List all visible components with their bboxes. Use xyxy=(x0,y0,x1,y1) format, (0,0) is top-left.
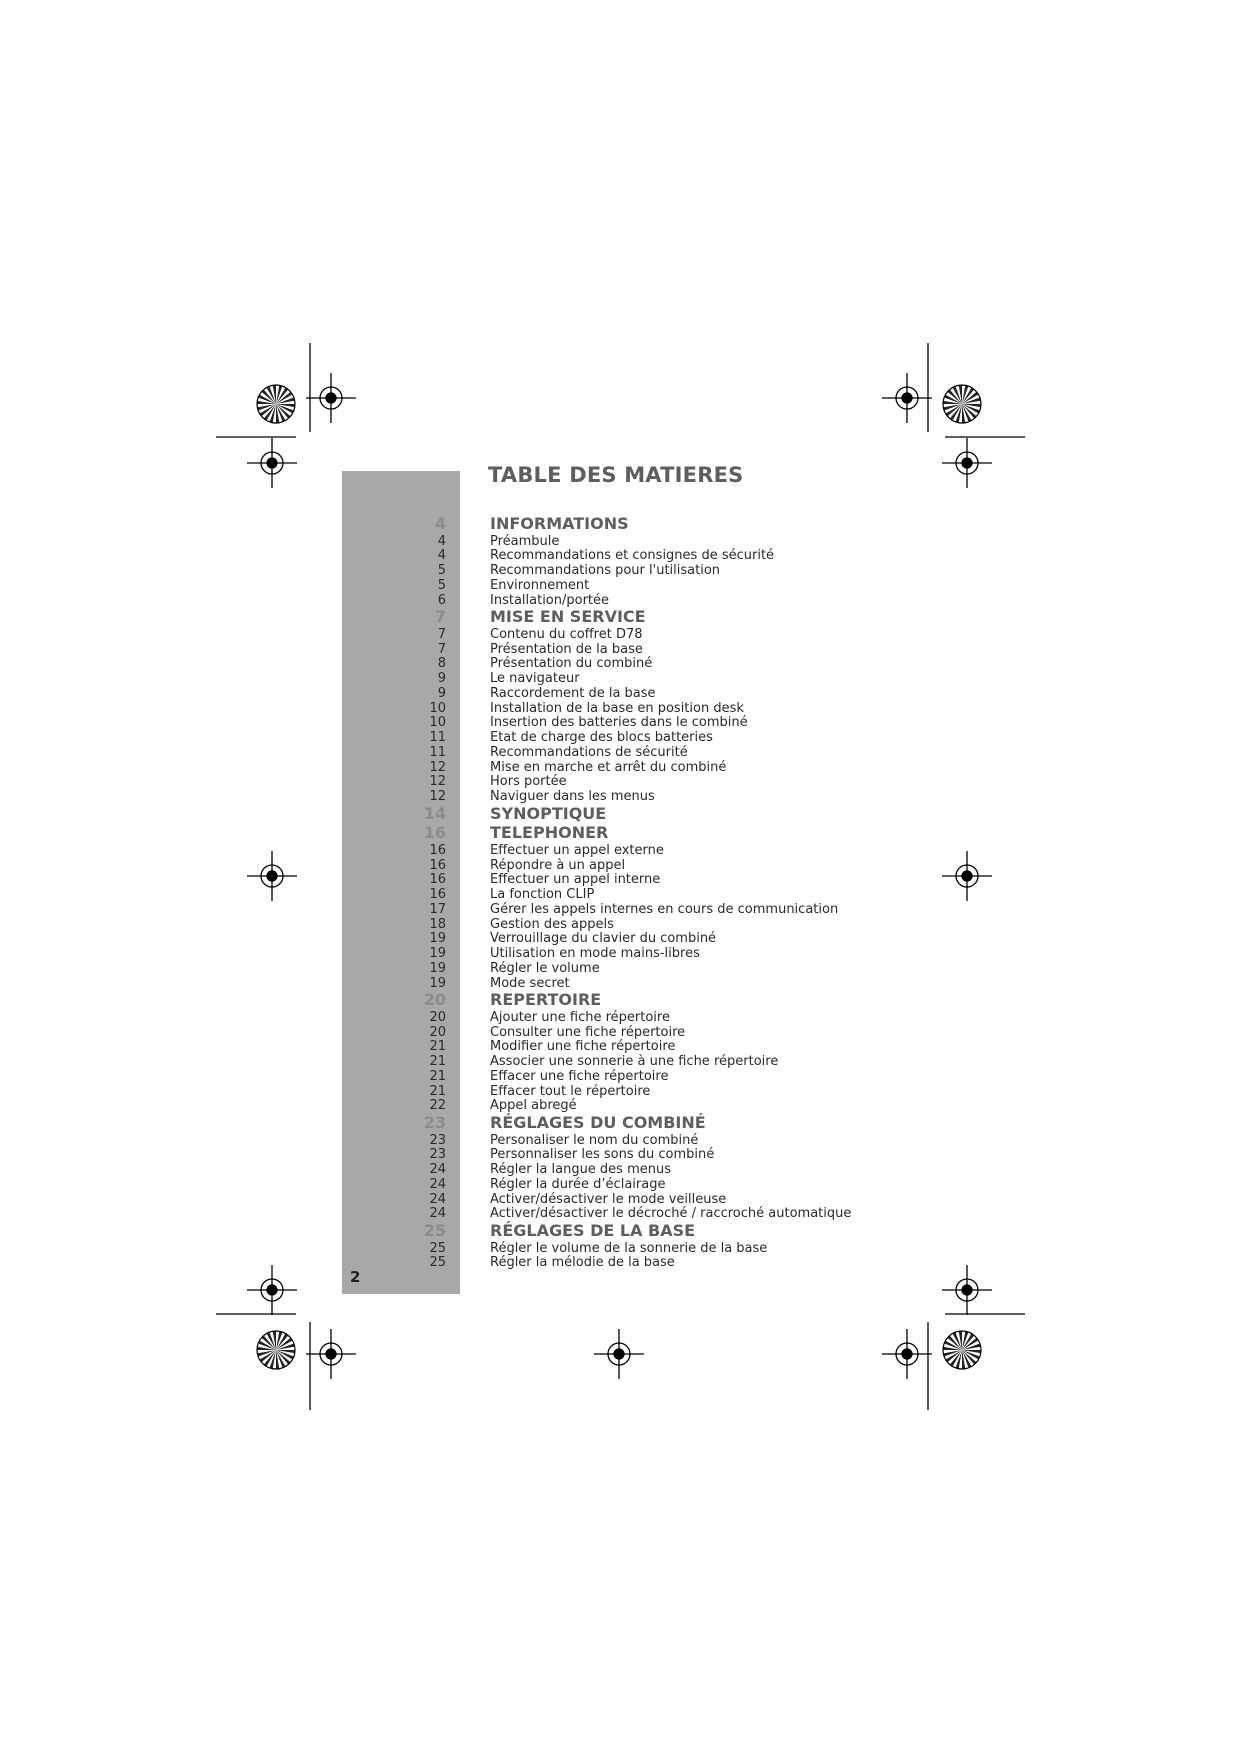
toc-entry xyxy=(0,931,1240,946)
toc-entry-title: Insertion des batteries dans le combiné xyxy=(490,715,748,731)
toc-entry xyxy=(0,1010,1240,1025)
toc-entry-title: Gestion des appels xyxy=(490,916,614,932)
toc-page-number: 19 xyxy=(429,975,446,991)
registration-target-icon xyxy=(882,373,932,423)
toc-entry xyxy=(0,1255,1240,1270)
table-of-contents xyxy=(0,514,1240,1270)
toc-entry xyxy=(0,1206,1240,1221)
toc-entry-title: Raccordement de la base xyxy=(490,685,656,701)
toc-page-number: 21 xyxy=(429,1083,446,1099)
toc-page-number: 10 xyxy=(429,700,446,716)
toc-page-number: 23 xyxy=(429,1132,446,1148)
toc-entry-title: Environnement xyxy=(490,577,590,593)
toc-entry xyxy=(0,1069,1240,1084)
toc-entry-title: Installation/portée xyxy=(490,592,610,608)
toc-section-title: REPERTOIRE xyxy=(490,990,602,1010)
toc-entry xyxy=(0,1177,1240,1192)
toc-page-number: 24 xyxy=(429,1191,446,1207)
toc-page-number: 16 xyxy=(429,887,446,902)
toc-page-number: 12 xyxy=(429,774,446,790)
toc-page-number: 11 xyxy=(429,744,446,760)
toc-page-number: 20 xyxy=(429,1024,446,1040)
toc-entry-title: Recommandations et consignes de sécurité xyxy=(490,548,775,564)
toc-entry-title: Régler la mélodie de la base xyxy=(490,1255,675,1271)
toc-entry xyxy=(0,946,1240,961)
toc-entry xyxy=(0,1192,1240,1207)
toc-entry xyxy=(0,701,1240,716)
toc-page-number: 23 xyxy=(429,1147,446,1163)
toc-page-number: 25 xyxy=(429,1240,446,1256)
toc-entry xyxy=(0,760,1240,775)
color-registration-star-icon xyxy=(943,385,981,423)
toc-entry-title: Préambule xyxy=(490,533,560,549)
toc-page-number: 14 xyxy=(423,803,446,823)
toc-page-number: 17 xyxy=(429,901,446,917)
toc-entry xyxy=(0,730,1240,745)
toc-entry-title: Consulter une fiche répertoire xyxy=(490,1024,686,1040)
toc-page-number: 23 xyxy=(423,1113,446,1132)
toc-entry xyxy=(0,1084,1240,1099)
toc-entry xyxy=(0,593,1240,608)
toc-entry-title: La fonction CLIP xyxy=(490,887,595,902)
toc-page-number: 16 xyxy=(423,823,446,843)
toc-entry-title: Présentation du combiné xyxy=(490,656,653,672)
toc-entry-title: Utilisation en mode mains-libres xyxy=(490,946,700,961)
toc-page-number: 21 xyxy=(429,1039,446,1055)
toc-page-number: 25 xyxy=(423,1221,446,1240)
toc-entry xyxy=(0,976,1240,991)
toc-page-number: 19 xyxy=(429,960,446,976)
toc-entry-title: Effectuer un appel interne xyxy=(490,872,661,888)
toc-section xyxy=(0,1221,1240,1241)
toc-section-title: RÉGLAGES DU COMBINÉ xyxy=(490,1113,706,1132)
toc-page-number: 20 xyxy=(429,1009,446,1025)
toc-entry xyxy=(0,642,1240,657)
toc-page-number: 4 xyxy=(434,514,446,533)
toc-entry-title: Effectuer un appel externe xyxy=(490,842,664,858)
toc-section-title: RÉGLAGES DE LA BASE xyxy=(490,1221,696,1240)
toc-entry-title: Activer/désactiver le décroché / raccroché automatique xyxy=(490,1206,852,1222)
toc-page-number: 18 xyxy=(429,916,446,932)
toc-page-number: 4 xyxy=(437,533,446,549)
color-registration-star-icon xyxy=(257,385,295,423)
toc-entry xyxy=(0,686,1240,701)
toc-entry xyxy=(0,671,1240,686)
toc-page-number: 5 xyxy=(437,577,446,593)
toc-section xyxy=(0,823,1240,843)
toc-entry xyxy=(0,774,1240,789)
toc-page-number: 7 xyxy=(437,641,446,657)
toc-entry-title: Personaliser le nom du combiné xyxy=(490,1132,699,1148)
toc-entry xyxy=(0,578,1240,593)
toc-entry xyxy=(0,858,1240,873)
toc-section xyxy=(0,804,1240,824)
toc-entry-title: Naviguer dans les menus xyxy=(490,789,655,804)
toc-section xyxy=(0,990,1240,1010)
toc-entry xyxy=(0,1147,1240,1162)
toc-entry-title: Régler le volume de la sonnerie de la base xyxy=(490,1240,768,1256)
toc-section xyxy=(0,514,1240,534)
registration-target-icon xyxy=(942,1265,992,1315)
toc-entry xyxy=(0,902,1240,917)
registration-target-icon xyxy=(247,1265,297,1315)
toc-entry-title: Etat de charge des blocs batteries xyxy=(490,730,713,745)
page-number: 2 xyxy=(350,1268,361,1286)
toc-entry-title: Hors portée xyxy=(490,774,567,790)
toc-section-title: SYNOPTIQUE xyxy=(490,803,607,823)
toc-entry-title: Présentation de la base xyxy=(490,641,643,657)
toc-section-title: INFORMATIONS xyxy=(490,514,629,533)
toc-entry xyxy=(0,789,1240,804)
toc-entry-title: Appel abregé xyxy=(490,1098,577,1114)
toc-page-number: 24 xyxy=(429,1206,446,1222)
toc-page-number: 19 xyxy=(429,946,446,961)
toc-section xyxy=(0,1113,1240,1133)
toc-page-number: 4 xyxy=(437,548,446,564)
toc-entry xyxy=(0,843,1240,858)
toc-page-number: 21 xyxy=(429,1054,446,1069)
toc-entry xyxy=(0,1098,1240,1113)
registration-target-icon xyxy=(306,1329,356,1379)
toc-entry-title: Activer/désactiver le mode veilleuse xyxy=(490,1191,727,1207)
toc-entry-title: Gérer les appels internes en cours de communication xyxy=(490,901,839,917)
registration-target-icon xyxy=(306,373,356,423)
toc-entry xyxy=(0,563,1240,578)
toc-entry-title: Contenu du coffret D78 xyxy=(490,626,643,642)
toc-entry-title: Recommandations de sécurité xyxy=(490,744,688,760)
toc-entry-title: Personnaliser les sons du combiné xyxy=(490,1147,715,1163)
toc-entry xyxy=(0,1162,1240,1177)
color-registration-star-icon xyxy=(943,1331,981,1369)
toc-page-number: 8 xyxy=(437,656,446,672)
registration-target-icon xyxy=(882,1329,932,1379)
toc-page-number: 16 xyxy=(429,857,446,873)
toc-entry-title: Recommandations pour l'utilisation xyxy=(490,563,721,578)
toc-entry-title: Mise en marche et arrêt du combiné xyxy=(490,759,727,775)
toc-page-number: 25 xyxy=(429,1255,446,1271)
registration-target-icon xyxy=(942,438,992,488)
toc-entry xyxy=(0,961,1240,976)
toc-entry xyxy=(0,887,1240,902)
toc-page-number: 7 xyxy=(434,607,446,627)
toc-entry xyxy=(0,1054,1240,1069)
toc-entry xyxy=(0,534,1240,549)
toc-entry-title: Installation de la base en position desk xyxy=(490,700,744,716)
toc-entry-title: Régler la durée d’éclairage xyxy=(490,1176,666,1192)
toc-section-title: MISE EN SERVICE xyxy=(490,607,646,627)
toc-entry-title: Ajouter une fiche répertoire xyxy=(490,1009,670,1025)
toc-entry-title: Régler la langue des menus xyxy=(490,1162,672,1177)
toc-entry xyxy=(0,715,1240,730)
toc-entry xyxy=(0,1025,1240,1040)
toc-entry-title: Répondre à un appel xyxy=(490,857,626,873)
toc-entry xyxy=(0,1133,1240,1148)
toc-page-number: 16 xyxy=(429,872,446,888)
toc-page-number: 11 xyxy=(429,730,446,745)
toc-entry xyxy=(0,1241,1240,1256)
toc-entry-title: Mode secret xyxy=(490,975,570,991)
toc-entry xyxy=(0,745,1240,760)
toc-page-number: 20 xyxy=(423,990,446,1010)
toc-page-number: 12 xyxy=(429,789,446,804)
toc-page-number: 21 xyxy=(429,1068,446,1084)
toc-entry xyxy=(0,656,1240,671)
toc-entry xyxy=(0,917,1240,932)
toc-page-number: 12 xyxy=(429,759,446,775)
toc-entry xyxy=(0,627,1240,642)
toc-entry-title: Verrouillage du clavier du combiné xyxy=(490,931,717,947)
toc-page-number: 9 xyxy=(437,671,446,686)
toc-entry xyxy=(0,1039,1240,1054)
toc-page-number: 22 xyxy=(429,1098,446,1114)
toc-entry xyxy=(0,548,1240,563)
toc-page-number: 10 xyxy=(429,715,446,731)
toc-page-number: 19 xyxy=(429,931,446,947)
toc-entry-title: Effacer une fiche répertoire xyxy=(490,1068,669,1084)
toc-page-number: 9 xyxy=(437,685,446,701)
toc-page-number: 24 xyxy=(429,1176,446,1192)
toc-section xyxy=(0,607,1240,627)
color-registration-star-icon xyxy=(257,1331,295,1369)
toc-entry-title: Associer une sonnerie à une fiche répertoire xyxy=(490,1054,779,1069)
toc-entry-title: Modifier une fiche répertoire xyxy=(490,1039,676,1055)
toc-page-number: 7 xyxy=(437,626,446,642)
toc-entry xyxy=(0,872,1240,887)
toc-entry-title: Régler le volume xyxy=(490,960,600,976)
toc-page-number: 6 xyxy=(437,592,446,608)
registration-target-icon xyxy=(247,438,297,488)
toc-page-number: 16 xyxy=(429,842,446,858)
toc-page-number: 24 xyxy=(429,1162,446,1177)
toc-entry-title: Effacer tout le répertoire xyxy=(490,1083,651,1099)
registration-target-icon xyxy=(594,1329,644,1379)
toc-page-number: 5 xyxy=(437,563,446,578)
toc-section-title: TELEPHONER xyxy=(490,823,609,843)
page-title: TABLE DES MATIERES xyxy=(488,463,744,487)
toc-entry-title: Le navigateur xyxy=(490,671,580,686)
